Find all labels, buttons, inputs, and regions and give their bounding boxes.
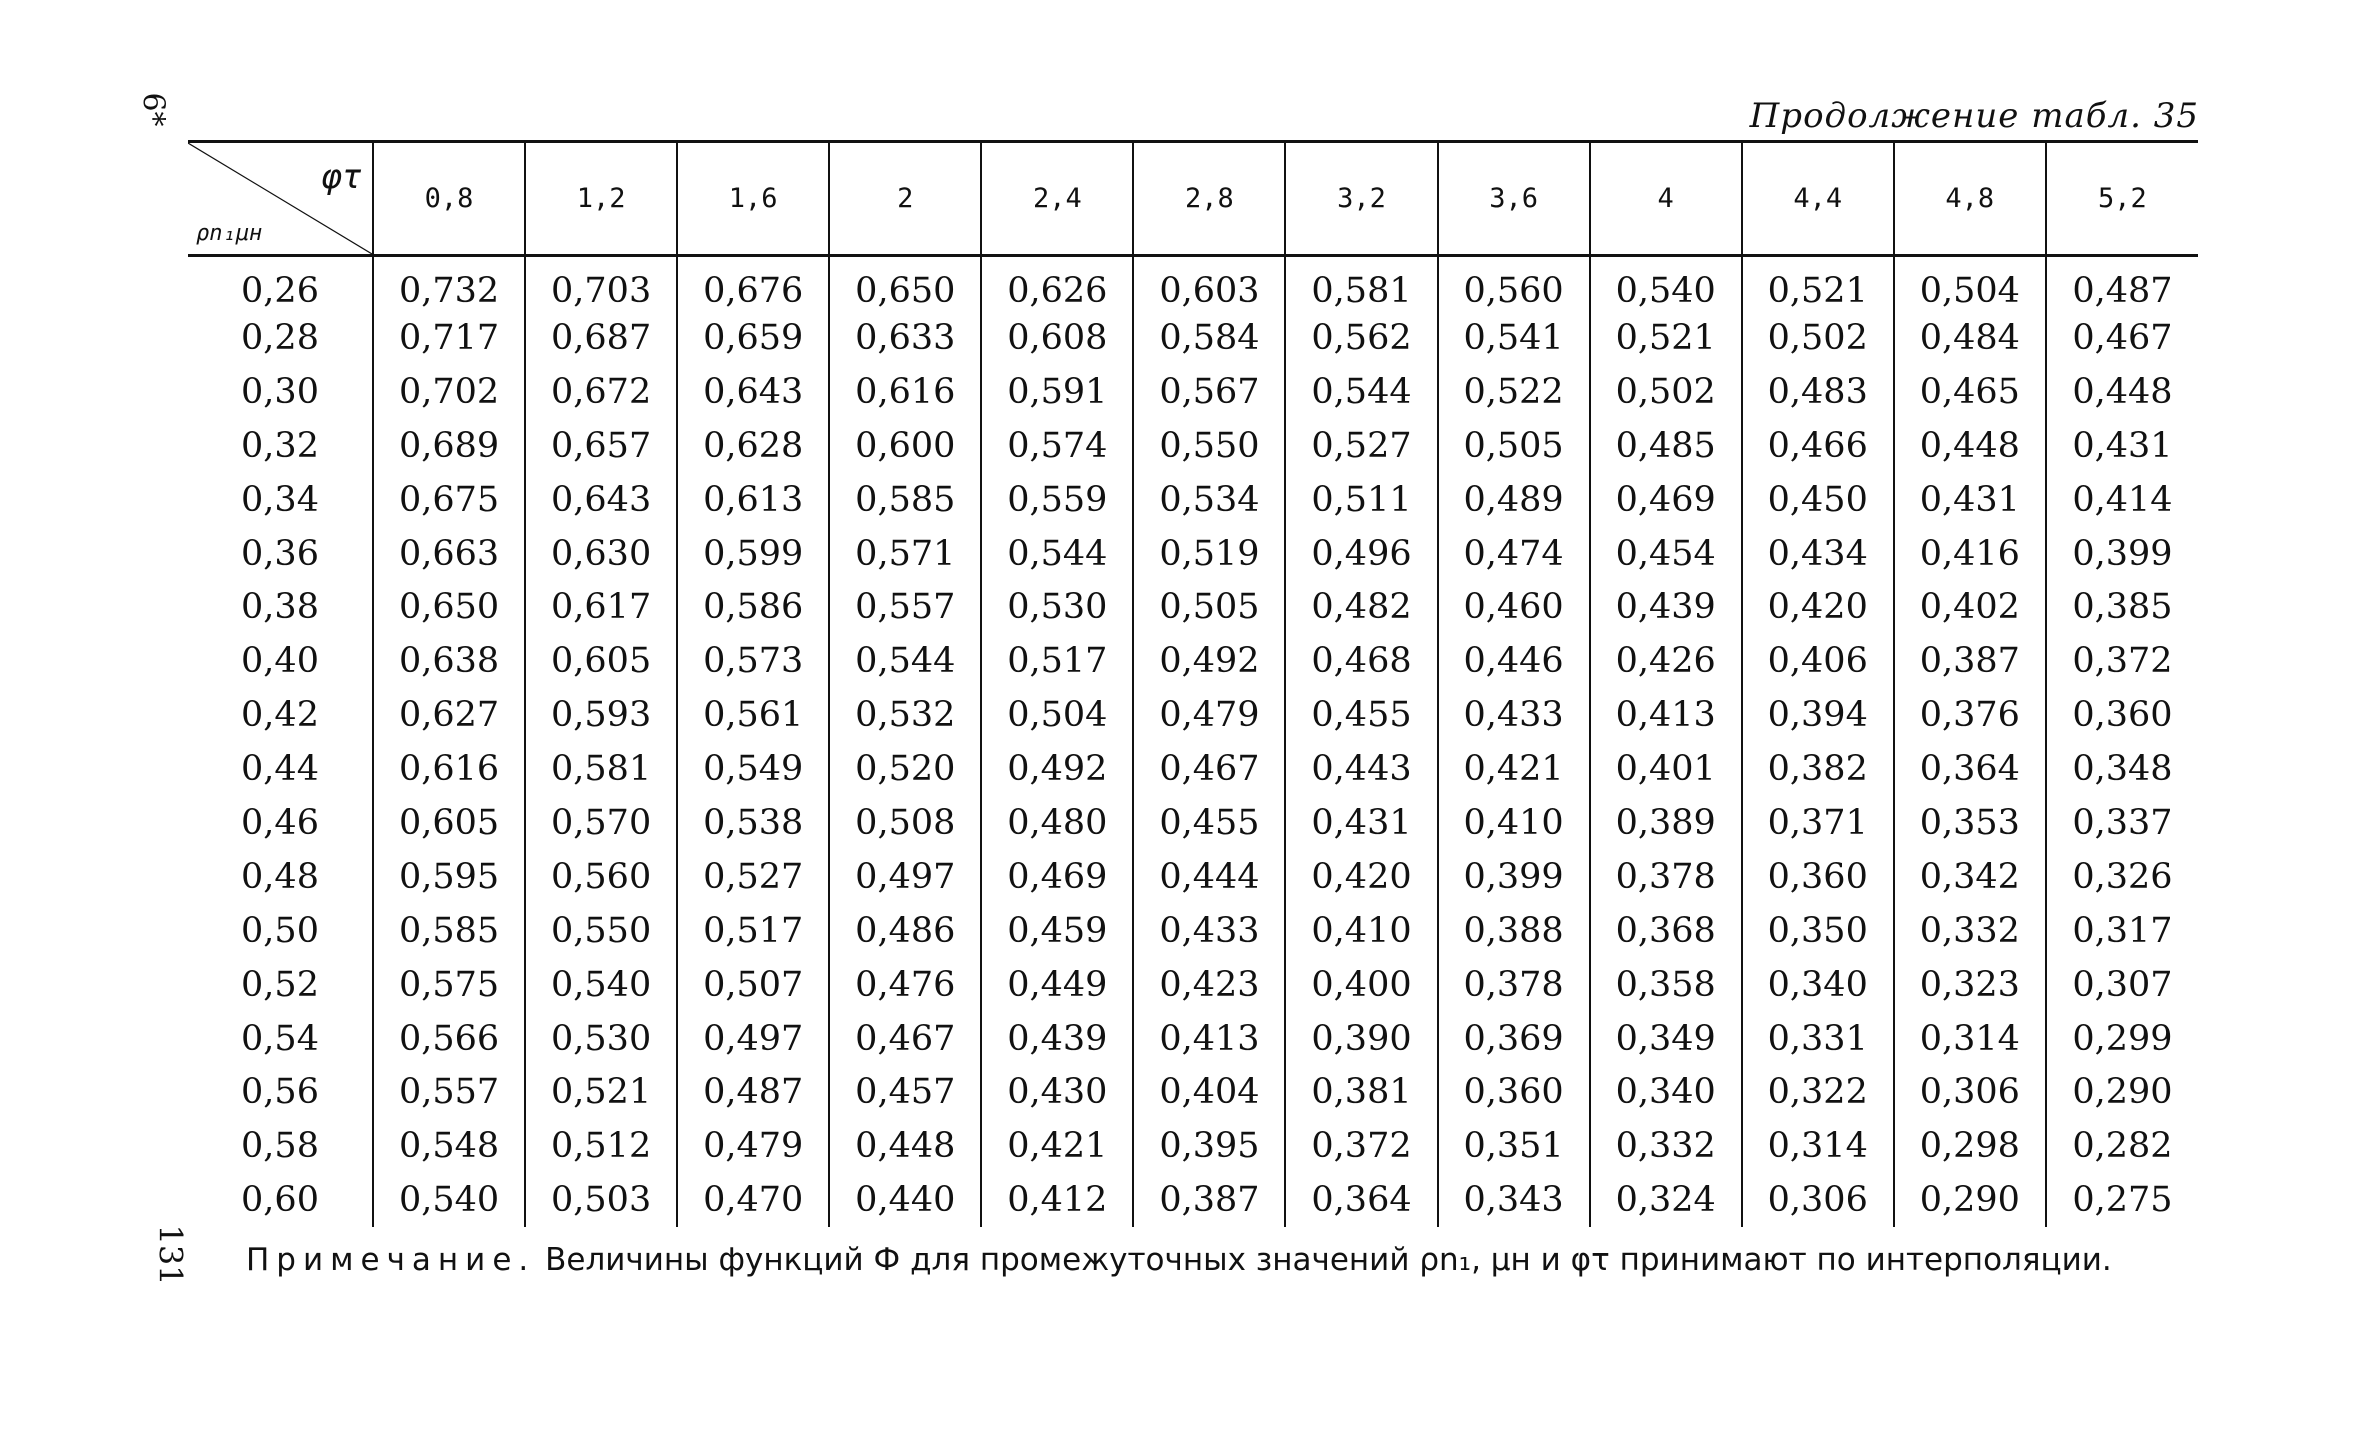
table-cell: 0,657: [525, 419, 677, 473]
table-cell: 0,540: [1590, 256, 1742, 312]
table-cell: 0,433: [1438, 688, 1590, 742]
corner-row-variable: ρn₁μн: [196, 221, 263, 246]
table-cell: 0,389: [1590, 796, 1742, 850]
table-cell: 0,586: [677, 580, 829, 634]
table-cell: 0,599: [677, 527, 829, 581]
table-cell: 0,505: [1438, 419, 1590, 473]
table-cell: 0,643: [677, 365, 829, 419]
column-header: 3,6: [1438, 142, 1590, 256]
table-cell: 0,385: [2046, 580, 2198, 634]
table-cell: 0,566: [373, 1012, 525, 1066]
table-cell: 0,616: [373, 742, 525, 796]
table-cell: 0,650: [373, 580, 525, 634]
table-cell: 0,450: [1742, 473, 1894, 527]
table-cell: 0,420: [1742, 580, 1894, 634]
table-cell: 0,378: [1590, 850, 1742, 904]
column-header: 4,8: [1894, 142, 2046, 256]
row-header: 0,36: [241, 533, 319, 574]
table-cell: 0,504: [981, 688, 1133, 742]
table-cell: 0,638: [373, 634, 525, 688]
row-header: 0,50: [241, 910, 319, 951]
table-cell: 0,502: [1742, 311, 1894, 365]
table-cell: 0,460: [1438, 580, 1590, 634]
table-cell: 0,467: [829, 1012, 981, 1066]
table-cell: 0,628: [677, 419, 829, 473]
table-cell: 0,430: [981, 1065, 1133, 1119]
column-header: 5,2: [2046, 142, 2198, 256]
row-header: 0,26: [241, 271, 319, 311]
table-cell: 0,627: [373, 688, 525, 742]
table-row: [188, 796, 2198, 850]
table-cell: 0,511: [1285, 473, 1437, 527]
table-cell: 0,399: [1438, 850, 1590, 904]
table-cell: 0,412: [981, 1173, 1133, 1227]
table-row: [188, 580, 2198, 634]
table-cell: 0,448: [2046, 365, 2198, 419]
table-cell: 0,702: [373, 365, 525, 419]
table-cell: 0,358: [1590, 958, 1742, 1012]
table-cell: 0,479: [677, 1119, 829, 1173]
table-cell: 0,484: [1894, 311, 2046, 365]
table-cell: 0,567: [1133, 365, 1285, 419]
table-cell: 0,540: [525, 958, 677, 1012]
table-cell: 0,530: [981, 580, 1133, 634]
table-cell: 0,474: [1438, 527, 1590, 581]
table-row: [188, 311, 2198, 365]
table-cell: 0,448: [1894, 419, 2046, 473]
table-cell: 0,469: [981, 850, 1133, 904]
table-cell: 0,519: [1133, 527, 1285, 581]
table-cell: 0,459: [981, 904, 1133, 958]
table-row: [188, 419, 2198, 473]
table-cell: 0,372: [1285, 1119, 1437, 1173]
table-cell: 0,470: [677, 1173, 829, 1227]
table-row: [188, 1173, 2198, 1227]
table-cell: 0,489: [1438, 473, 1590, 527]
table-cell: 0,575: [373, 958, 525, 1012]
table-cell: 0,439: [981, 1012, 1133, 1066]
table-cell: 0,369: [1438, 1012, 1590, 1066]
table-cell: 0,401: [1590, 742, 1742, 796]
function-values-table: [188, 140, 2198, 1227]
row-header: 0,28: [241, 317, 319, 358]
table-cell: 0,421: [1438, 742, 1590, 796]
table-cell: 0,324: [1590, 1173, 1742, 1227]
table-cell: 0,527: [677, 850, 829, 904]
note-label: Примечание.: [246, 1242, 536, 1278]
table-cell: 0,508: [829, 796, 981, 850]
column-header: 2,4: [981, 142, 1133, 256]
corner-column-variable: φτ: [321, 157, 362, 197]
table-cell: 0,421: [981, 1119, 1133, 1173]
column-header: 3,2: [1285, 142, 1437, 256]
table-cell: 0,331: [1742, 1012, 1894, 1066]
table-cell: 0,585: [829, 473, 981, 527]
table-row: [188, 688, 2198, 742]
table-cell: 0,520: [829, 742, 981, 796]
column-header: 1,6: [677, 142, 829, 256]
table-cell: 0,608: [981, 311, 1133, 365]
table-row: [188, 904, 2198, 958]
table-cell: 0,368: [1590, 904, 1742, 958]
table-cell: 0,446: [1438, 634, 1590, 688]
table-cell: 0,482: [1285, 580, 1437, 634]
table-cell: 0,406: [1742, 634, 1894, 688]
table-row: [188, 958, 2198, 1012]
table-cell: 0,443: [1285, 742, 1437, 796]
table-cell: 0,584: [1133, 311, 1285, 365]
table-cell: 0,492: [981, 742, 1133, 796]
column-header: 2,8: [1133, 142, 1285, 256]
table-cell: 0,410: [1438, 796, 1590, 850]
table-cell: 0,487: [2046, 256, 2198, 312]
note-text: Величины функций Ф для промежуточных значений ρn₁, μн и φτ принимают по интерполяции.: [535, 1242, 2112, 1278]
table-row: [188, 527, 2198, 581]
table-cell: 0,517: [981, 634, 1133, 688]
table-cell: 0,550: [1133, 419, 1285, 473]
table-row: [188, 1012, 2198, 1066]
table-cell: 0,372: [2046, 634, 2198, 688]
data-table-container: [188, 140, 2198, 1227]
table-row: [188, 256, 2198, 312]
row-header: 0,58: [241, 1126, 319, 1167]
table-cell: 0,340: [1742, 958, 1894, 1012]
table-cell: 0,390: [1285, 1012, 1437, 1066]
table-cell: 0,332: [1894, 904, 2046, 958]
table-cell: 0,497: [829, 850, 981, 904]
table-cell: 0,527: [1285, 419, 1437, 473]
column-header: 4,4: [1742, 142, 1894, 256]
table-cell: 0,507: [677, 958, 829, 1012]
table-cell: 0,371: [1742, 796, 1894, 850]
row-header: 0,40: [241, 641, 319, 682]
table-cell: 0,616: [829, 365, 981, 419]
table-cell: 0,431: [1894, 473, 2046, 527]
table-cell: 0,517: [677, 904, 829, 958]
table-cell: 0,423: [1133, 958, 1285, 1012]
table-cell: 0,505: [1133, 580, 1285, 634]
table-cell: 0,387: [1894, 634, 2046, 688]
table-cell: 0,560: [525, 850, 677, 904]
table-cell: 0,497: [677, 1012, 829, 1066]
table-cell: 0,557: [373, 1065, 525, 1119]
column-header: 0,8: [373, 142, 525, 256]
table-cell: 0,388: [1438, 904, 1590, 958]
table-cell: 0,574: [981, 419, 1133, 473]
table-cell: 0,434: [1742, 527, 1894, 581]
table-cell: 0,467: [1133, 742, 1285, 796]
table-corner-cell: [188, 142, 373, 256]
table-cell: 0,557: [829, 580, 981, 634]
table-row: [188, 1119, 2198, 1173]
table-cell: 0,387: [1133, 1173, 1285, 1227]
table-cell: 0,521: [1590, 311, 1742, 365]
table-cell: 0,521: [525, 1065, 677, 1119]
table-cell: 0,502: [1590, 365, 1742, 419]
table-cell: 0,351: [1438, 1119, 1590, 1173]
table-cell: 0,399: [2046, 527, 2198, 581]
column-header: 1,2: [525, 142, 677, 256]
table-cell: 0,290: [2046, 1065, 2198, 1119]
table-cell: 0,400: [1285, 958, 1437, 1012]
table-cell: 0,486: [829, 904, 981, 958]
table-cell: 0,595: [373, 850, 525, 904]
table-cell: 0,360: [2046, 688, 2198, 742]
table-cell: 0,485: [1590, 419, 1742, 473]
table-cell: 0,322: [1742, 1065, 1894, 1119]
table-cell: 0,440: [829, 1173, 981, 1227]
table-cell: 0,530: [525, 1012, 677, 1066]
row-header: 0,42: [241, 695, 319, 736]
row-header: 0,46: [241, 802, 319, 843]
table-note: [246, 1242, 2112, 1278]
table-cell: 0,364: [1285, 1173, 1437, 1227]
row-header: 0,30: [241, 371, 319, 412]
table-cell: 0,541: [1438, 311, 1590, 365]
table-cell: 0,306: [1894, 1065, 2046, 1119]
table-cell: 0,571: [829, 527, 981, 581]
table-cell: 0,650: [829, 256, 981, 312]
table-row: [188, 634, 2198, 688]
table-cell: 0,323: [1894, 958, 2046, 1012]
table-cell: 0,413: [1133, 1012, 1285, 1066]
table-cell: 0,676: [677, 256, 829, 312]
table-cell: 0,521: [1742, 256, 1894, 312]
table-cell: 0,466: [1742, 419, 1894, 473]
table-cell: 0,561: [677, 688, 829, 742]
table-cell: 0,544: [981, 527, 1133, 581]
table-cell: 0,364: [1894, 742, 2046, 796]
table-cell: 0,503: [525, 1173, 677, 1227]
table-cell: 0,544: [1285, 365, 1437, 419]
table-cell: 0,382: [1742, 742, 1894, 796]
table-cell: 0,476: [829, 958, 981, 1012]
table-cell: 0,394: [1742, 688, 1894, 742]
table-row: [188, 742, 2198, 796]
column-header: 2: [829, 142, 981, 256]
page-number: 131: [151, 1224, 190, 1286]
table-cell: 0,457: [829, 1065, 981, 1119]
table-cell: 0,538: [677, 796, 829, 850]
table-cell: 0,544: [829, 634, 981, 688]
table-body: [188, 256, 2198, 1228]
table-cell: 0,573: [677, 634, 829, 688]
table-cell: 0,413: [1590, 688, 1742, 742]
table-cell: 0,675: [373, 473, 525, 527]
table-cell: 0,350: [1742, 904, 1894, 958]
table-cell: 0,455: [1285, 688, 1437, 742]
table-row: [188, 1065, 2198, 1119]
table-cell: 0,402: [1894, 580, 2046, 634]
table-cell: 0,275: [2046, 1173, 2198, 1227]
table-cell: 0,626: [981, 256, 1133, 312]
table-cell: 0,448: [829, 1119, 981, 1173]
table-cell: 0,605: [373, 796, 525, 850]
table-cell: 0,353: [1894, 796, 2046, 850]
table-cell: 0,479: [1133, 688, 1285, 742]
table-cell: 0,326: [2046, 850, 2198, 904]
table-cell: 0,414: [2046, 473, 2198, 527]
table-cell: 0,416: [1894, 527, 2046, 581]
table-cell: 0,395: [1133, 1119, 1285, 1173]
table-cell: 0,314: [1894, 1012, 2046, 1066]
table-cell: 0,306: [1742, 1173, 1894, 1227]
table-cell: 0,314: [1742, 1119, 1894, 1173]
table-cell: 0,600: [829, 419, 981, 473]
table-cell: 0,534: [1133, 473, 1285, 527]
table-cell: 0,480: [981, 796, 1133, 850]
table-cell: 0,431: [1285, 796, 1437, 850]
table-cell: 0,467: [2046, 311, 2198, 365]
table-cell: 0,317: [2046, 904, 2198, 958]
table-cell: 0,617: [525, 580, 677, 634]
table-cell: 0,687: [525, 311, 677, 365]
table-cell: 0,290: [1894, 1173, 2046, 1227]
table-cell: 0,717: [373, 311, 525, 365]
table-cell: 0,433: [1133, 904, 1285, 958]
table-cell: 0,689: [373, 419, 525, 473]
table-cell: 0,348: [2046, 742, 2198, 796]
table-cell: 0,591: [981, 365, 1133, 419]
table-cell: 0,282: [2046, 1119, 2198, 1173]
table-cell: 0,483: [1742, 365, 1894, 419]
table-cell: 0,360: [1438, 1065, 1590, 1119]
table-cell: 0,605: [525, 634, 677, 688]
table-cell: 0,581: [525, 742, 677, 796]
table-cell: 0,630: [525, 527, 677, 581]
table-cell: 0,376: [1894, 688, 2046, 742]
table-cell: 0,455: [1133, 796, 1285, 850]
table-cell: 0,307: [2046, 958, 2198, 1012]
table-cell: 0,593: [525, 688, 677, 742]
table-cell: 0,585: [373, 904, 525, 958]
table-cell: 0,663: [373, 527, 525, 581]
table-cell: 0,439: [1590, 580, 1742, 634]
table-cell: 0,672: [525, 365, 677, 419]
row-header: 0,48: [241, 856, 319, 897]
table-cell: 0,337: [2046, 796, 2198, 850]
table-cell: 0,496: [1285, 527, 1437, 581]
table-row: [188, 850, 2198, 904]
row-header: 0,44: [241, 749, 319, 790]
table-cell: 0,340: [1590, 1065, 1742, 1119]
row-header: 0,56: [241, 1072, 319, 1113]
table-cell: 0,378: [1438, 958, 1590, 1012]
table-cell: 0,603: [1133, 256, 1285, 312]
table-cell: 0,532: [829, 688, 981, 742]
table-cell: 0,549: [677, 742, 829, 796]
row-header: 0,52: [241, 964, 319, 1005]
page-mark: 6*: [135, 92, 171, 127]
table-cell: 0,465: [1894, 365, 2046, 419]
table-cell: 0,550: [525, 904, 677, 958]
table-cell: 0,570: [525, 796, 677, 850]
row-header: 0,34: [241, 479, 319, 520]
table-cell: 0,360: [1742, 850, 1894, 904]
table-cell: 0,349: [1590, 1012, 1742, 1066]
table-cell: 0,732: [373, 256, 525, 312]
table-cell: 0,643: [525, 473, 677, 527]
table-cell: 0,504: [1894, 256, 2046, 312]
table-cell: 0,299: [2046, 1012, 2198, 1066]
table-cell: 0,492: [1133, 634, 1285, 688]
table-cell: 0,343: [1438, 1173, 1590, 1227]
table-cell: 0,613: [677, 473, 829, 527]
table-row: [188, 365, 2198, 419]
table-continuation-title: Продолжение табл. 35: [1749, 96, 2199, 136]
row-header: 0,32: [241, 425, 319, 466]
table-cell: 0,410: [1285, 904, 1437, 958]
row-header: 0,54: [241, 1018, 319, 1059]
table-cell: 0,487: [677, 1065, 829, 1119]
table-cell: 0,560: [1438, 256, 1590, 312]
column-header: 4: [1590, 142, 1742, 256]
table-cell: 0,633: [829, 311, 981, 365]
table-cell: 0,426: [1590, 634, 1742, 688]
table-header-row: [188, 142, 2198, 256]
table-cell: 0,548: [373, 1119, 525, 1173]
table-cell: 0,404: [1133, 1065, 1285, 1119]
table-cell: 0,512: [525, 1119, 677, 1173]
table-cell: 0,444: [1133, 850, 1285, 904]
table-cell: 0,454: [1590, 527, 1742, 581]
table-row: [188, 473, 2198, 527]
table-cell: 0,540: [373, 1173, 525, 1227]
table-cell: 0,468: [1285, 634, 1437, 688]
table-cell: 0,522: [1438, 365, 1590, 419]
table-cell: 0,559: [981, 473, 1133, 527]
row-header: 0,60: [241, 1180, 319, 1221]
row-header: 0,38: [241, 587, 319, 628]
table-cell: 0,381: [1285, 1065, 1437, 1119]
table-cell: 0,449: [981, 958, 1133, 1012]
table-cell: 0,562: [1285, 311, 1437, 365]
table-cell: 0,703: [525, 256, 677, 312]
table-cell: 0,431: [2046, 419, 2198, 473]
table-cell: 0,420: [1285, 850, 1437, 904]
table-cell: 0,342: [1894, 850, 2046, 904]
table-cell: 0,298: [1894, 1119, 2046, 1173]
table-cell: 0,659: [677, 311, 829, 365]
table-cell: 0,469: [1590, 473, 1742, 527]
table-cell: 0,581: [1285, 256, 1437, 312]
table-cell: 0,332: [1590, 1119, 1742, 1173]
